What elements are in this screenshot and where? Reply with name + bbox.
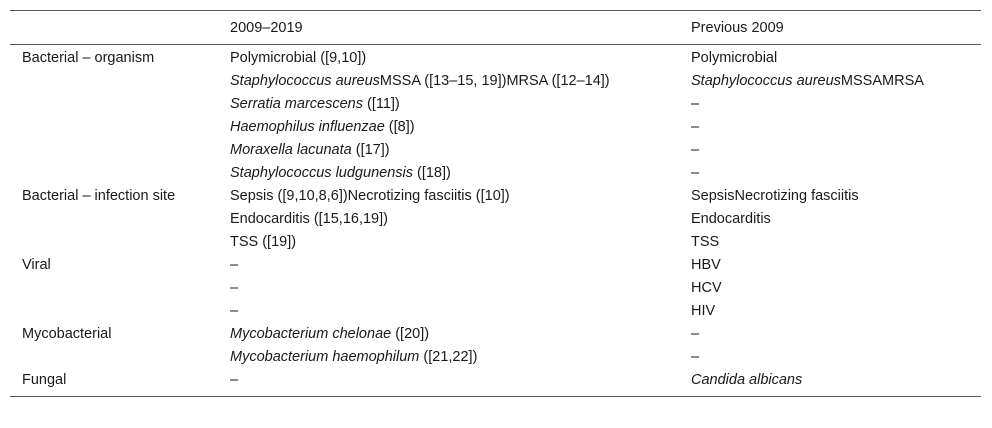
reference-text: ([18]) xyxy=(412,165,451,181)
period-2009-2019-cell: TSS ([19]) xyxy=(230,234,297,250)
period-2009-2019-cell xyxy=(218,323,679,346)
previous-2009-cell: SepsisNecrotizing fasciitis xyxy=(691,188,859,204)
period-2009-2019-cell xyxy=(218,162,679,185)
previous-2009-cell: – xyxy=(691,349,700,365)
organism-name: Staphylococcus aureus xyxy=(691,73,841,89)
organism-name: Staphylococcus aureus xyxy=(230,73,380,89)
period-2009-2019-cell: – xyxy=(230,257,239,273)
table-row xyxy=(10,70,981,93)
organism-name: Mycobacterium haemophilum xyxy=(230,349,420,365)
header-row xyxy=(10,11,981,45)
table-row xyxy=(10,277,981,300)
table-row xyxy=(10,369,981,397)
category-cell xyxy=(10,116,218,139)
table-row xyxy=(10,185,981,208)
period-2009-2019-cell: – xyxy=(230,303,239,319)
organism-name: Haemophilus influenzae xyxy=(230,119,385,135)
period-2009-2019-cell xyxy=(218,346,679,369)
organism-name: Serratia marcescens xyxy=(230,96,363,112)
reference-text: MSSA ([13–15, 19])MRSA ([12–14]) xyxy=(379,73,610,89)
table-body xyxy=(10,45,981,397)
category-cell: Bacterial – infection site xyxy=(22,188,176,204)
organism-name: Moraxella lacunata xyxy=(230,142,352,158)
category-cell xyxy=(10,231,218,254)
previous-2009-cell xyxy=(679,369,981,397)
organism-name: Candida albicans xyxy=(691,372,803,388)
category-cell xyxy=(10,162,218,185)
previous-2009-cell: HIV xyxy=(691,303,716,319)
period-2009-2019-cell: Polymicrobial ([9,10]) xyxy=(230,50,367,66)
previous-2009-cell: TSS xyxy=(691,234,720,250)
period-2009-2019-cell xyxy=(218,116,679,139)
reference-text: ([11]) xyxy=(362,96,400,112)
previous-2009-cell: – xyxy=(691,142,700,158)
table-row xyxy=(10,93,981,116)
table-row xyxy=(10,231,981,254)
reference-text: ([17]) xyxy=(351,142,390,158)
category-cell xyxy=(10,208,218,231)
previous-2009-cell: – xyxy=(691,96,700,112)
header-cell-category xyxy=(10,11,218,45)
period-2009-2019-cell: Endocarditis ([15,16,19]) xyxy=(230,211,388,227)
period-2009-2019-cell xyxy=(218,70,679,93)
previous-2009-cell: Endocarditis xyxy=(691,211,771,227)
table-row xyxy=(10,139,981,162)
category-cell xyxy=(10,346,218,369)
previous-2009-cell: Polymicrobial xyxy=(691,50,778,66)
category-cell xyxy=(10,139,218,162)
category-cell: Fungal xyxy=(10,369,218,397)
reference-text: ([8]) xyxy=(384,119,415,135)
table-row xyxy=(10,208,981,231)
table-row xyxy=(10,323,981,346)
table-row xyxy=(10,346,981,369)
organism-name: Staphylococcus ludgunensis xyxy=(230,165,413,181)
header-cell-2009-2019: 2009–2019 xyxy=(218,11,679,45)
category-cell xyxy=(10,93,218,116)
table-row xyxy=(10,254,981,277)
category-cell xyxy=(10,70,218,93)
previous-2009-cell: HBV xyxy=(691,257,721,273)
period-2009-2019-cell xyxy=(218,139,679,162)
category-cell xyxy=(10,277,218,300)
previous-2009-cell: – xyxy=(691,165,700,181)
subtype-text: MSSAMRSA xyxy=(840,73,924,89)
reference-text: ([21,22]) xyxy=(419,349,478,365)
period-2009-2019-cell: – xyxy=(218,369,679,397)
header-cell-previous-2009: Previous 2009 xyxy=(679,11,981,45)
table-row xyxy=(10,162,981,185)
category-cell: Bacterial – organism xyxy=(22,50,155,66)
table-row xyxy=(10,116,981,139)
previous-2009-cell xyxy=(679,70,981,93)
category-cell: Viral xyxy=(22,257,51,273)
table-row xyxy=(10,300,981,323)
organism-name: Mycobacterium chelonae xyxy=(230,326,392,342)
period-2009-2019-cell: Sepsis ([9,10,8,6])Necrotizing fasciitis ([10]) xyxy=(230,188,510,204)
previous-2009-cell: – xyxy=(691,119,700,135)
period-2009-2019-cell: – xyxy=(230,280,239,296)
data-table xyxy=(10,10,981,397)
category-cell: Mycobacterial xyxy=(22,326,112,342)
previous-2009-cell: – xyxy=(691,326,700,342)
period-2009-2019-cell xyxy=(218,93,679,116)
category-cell xyxy=(10,300,218,323)
reference-text: ([20]) xyxy=(391,326,430,342)
previous-2009-cell: HCV xyxy=(691,280,722,296)
table-row xyxy=(10,45,981,71)
